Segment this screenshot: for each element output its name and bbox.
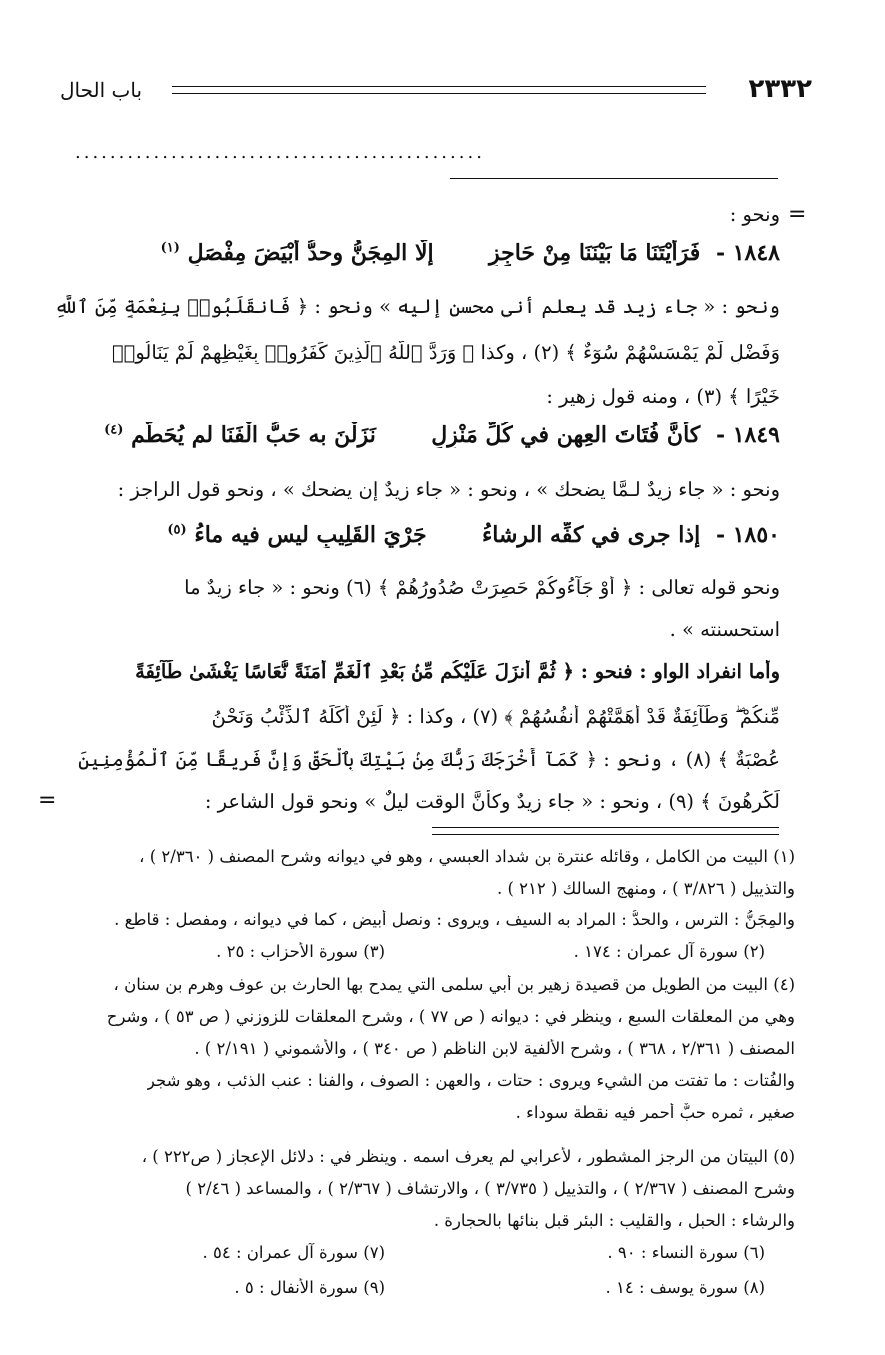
verse-hemistich: فَرَأَيْتَنَا مَا بَيْنَنَا مِنْ حَاجِزٍ [488, 240, 701, 266]
footnote-line: وشرح المصنف ( ٢/٣٦٧ ) ، والتذييل ( ٣/٧٣٥ ) ، والارتشاف ( ٢/٣٦٧ ) ، والمساعد ( ٢/٤٦ ) [185, 1179, 795, 1198]
verse-1850 [167, 522, 780, 548]
body-line: خَيْرًا ﴾ (٣) ، ومنه قول زهير : [546, 385, 780, 408]
body-line: مِّنكُمْ ۖ وَطَآئِفَةٌ قَدْ أَهَمَّتْهُمْ أَنفُسُهُمْ ﴾ (٧) ، وكذا : ﴿ لَئِنْ أَكَلَهُ ٱلذِّئْبُ وَنَحْنُ [211, 705, 780, 728]
footnote-line: (٦) سورة النساء : ٩٠ . [607, 1243, 765, 1262]
verse-hemistich: كأنَّ فُتَاتَ العِهنِ في كُلِّ مَنْزِلٍ [431, 422, 701, 448]
footnote-line: والرشاء : الحبل ، والقليب : البئر قبل بنائها بالحجارة . [433, 1211, 795, 1230]
dotted-separator: ............................................... [75, 142, 485, 162]
body-line: ونحو : « جاء زيد قد يعلم أني محسن إليه » ونحو : ﴿ فَانقَلَبُوا۟ بِنِعْمَةٍ مِّنَ ٱللَّهِ [54, 295, 780, 318]
page-number: ٢٣٣٢ [748, 74, 812, 104]
footnote-line: (٢) سورة آل عمران : ١٧٤ . [573, 942, 765, 961]
verse-hemistich: نَزَلْنَ به حَبُّ الْفَنَا لم يُحَطَّمِ [131, 422, 376, 448]
footnote-line: (٩) سورة الأنفال : ٥ . [234, 1278, 385, 1297]
footnote-line: (٧) سورة آل عمران : ٥٤ . [202, 1243, 385, 1262]
header-rule [172, 86, 706, 87]
verse-number: ١٨٤٩ - [715, 422, 780, 448]
section-rule [450, 178, 778, 179]
verse-number: ١٨٥٠ - [715, 522, 780, 548]
chapter-title: باب الحال [60, 78, 143, 102]
footnote-line: صغير ، ثمره حبٌّ أحمر فيه نقطة سوداء . [515, 1103, 795, 1122]
continuation-marker: = [788, 202, 807, 227]
verse-1848 [161, 240, 780, 266]
body-line: وأما انفراد الواو : فنحو : ﴿ ثُمَّ أَنزَلَ عَلَيْكُم مِّنۢ بَعْدِ ٱلْغَمِّ أَمَنَةً نُّعَاسًا يَغْشَىٰ طَآئِفَةً [135, 660, 780, 683]
footnote-marker: (٤) [104, 422, 124, 438]
verse-hemistich: جَرْيَ القَلِيبِ ليس فيه ماءُ [194, 522, 427, 548]
footnote-line: وهي من المعلقات السبع ، وينظر في : ديوانه ( ص ٧٧ ) ، وشرح المعلقات للزوزني ( ص ٥٣ ) ، وشرح [106, 1007, 795, 1026]
body-line: لَكَٰرِهُونَ ﴾ (٩) ، ونحو : « جاء زيدٌ وكأنَّ الوقت ليلٌ » ونحو قول الشاعر : [204, 790, 780, 813]
body-line: ونحو قوله تعالى : ﴿ أَوْ جَآءُوكُمْ حَصِرَتْ صُدُورُهُمْ ﴾ (٦) ونحو : « جاء زيدٌ ما [184, 576, 780, 599]
footnote-line: والفُتات : ما تفتت من الشيء ويروى : حتات ، والعهن : الصوف ، والفنا : عنب الذئب ، وهو شجر [146, 1071, 795, 1090]
footnote-line: (٥) البيتان من الرجز المشطور ، لأعرابي لم يعرف اسمه . وينظر في : دلائل الإعجاز ( ص٢٢٢ ) ، [141, 1147, 795, 1166]
footnote-marker: (١) [160, 240, 180, 256]
body-line: استحسنته » . [669, 618, 780, 641]
body-line: وَفَضْلٍ لَّمْ يَمْسَسْهُمْ سُوٓءٌ ﴾ (٢) ، وكذا ﴿ وَرَدَّ ٱللَّهُ ٱلَّذِينَ كَفَرُوا۟ بِغَيْظِهِمْ لَمْ يَنَالُوا۟ [111, 341, 780, 364]
footnote-line: (١) البيت من الكامل ، وقائله عنترة بن شداد العبسي ، وهو في ديوانه وشرح المصنف ( ٢/٣٦٠ ) ، [139, 847, 795, 866]
header-rule [172, 93, 706, 94]
footnote-line: المصنف ( ٢/٣٦١ ، ٣٦٨ ) ، وشرح الألفية لابن الناظم ( ص ٣٤٠ ) ، والأشموني ( ٢/١٩١ ) . [194, 1039, 795, 1058]
footnote-line: والمِجَنُّ : الترس ، والحدُّ : المراد به السيف ، ويروى : ونصل أبيض ، كما في ديوانه ، ومفصل : قاطع . [114, 910, 795, 929]
footnote-line: (٨) سورة يوسف : ١٤ . [605, 1278, 765, 1297]
footnote-rule [432, 827, 779, 828]
body-line: عُصْبَةٌ ﴾ (٨) ، ونحو : ﴿ كَمَآ أَخْرَجَكَ رَبُّكَ مِنۢ بَيْتِكَ بِٱلْحَقِّ وَإِنَّ فَرِيقًا مِّنَ ٱلْمُؤْمِنِينَ [78, 748, 780, 771]
body-line: ونحو : [729, 203, 780, 226]
footnote-line: (٣) سورة الأحزاب : ٢٥ . [216, 942, 385, 961]
footnote-line: (٤) البيت من الطويل من قصيدة زهير بن أبي سلمى التي يمدح بها الحارث بن عوف وهرم بن سنان ، [113, 975, 795, 994]
footnote-marker: (٥) [167, 522, 187, 538]
continuation-marker: = [38, 788, 57, 813]
verse-hemistich: إذا جرى في كفِّه الرشاءُ [481, 522, 701, 548]
verse-hemistich: إلَّا المِجَنُّ وحدُّ أبْيَضَ مِفْصَلِ [187, 240, 434, 266]
footnote-rule [432, 834, 779, 835]
verse-number: ١٨٤٨ - [715, 240, 780, 266]
verse-1849 [104, 422, 780, 448]
body-line: ونحو : « جاء زيدٌ لـمَّا يضحك » ، ونحو : « جاء زيدٌ إن يضحك » ، ونحو قول الراجز : [117, 478, 780, 501]
footnote-line: والتذييل ( ٣/٨٢٦ ) ، ومنهج السالك ( ٢١٢ ) . [496, 879, 795, 898]
